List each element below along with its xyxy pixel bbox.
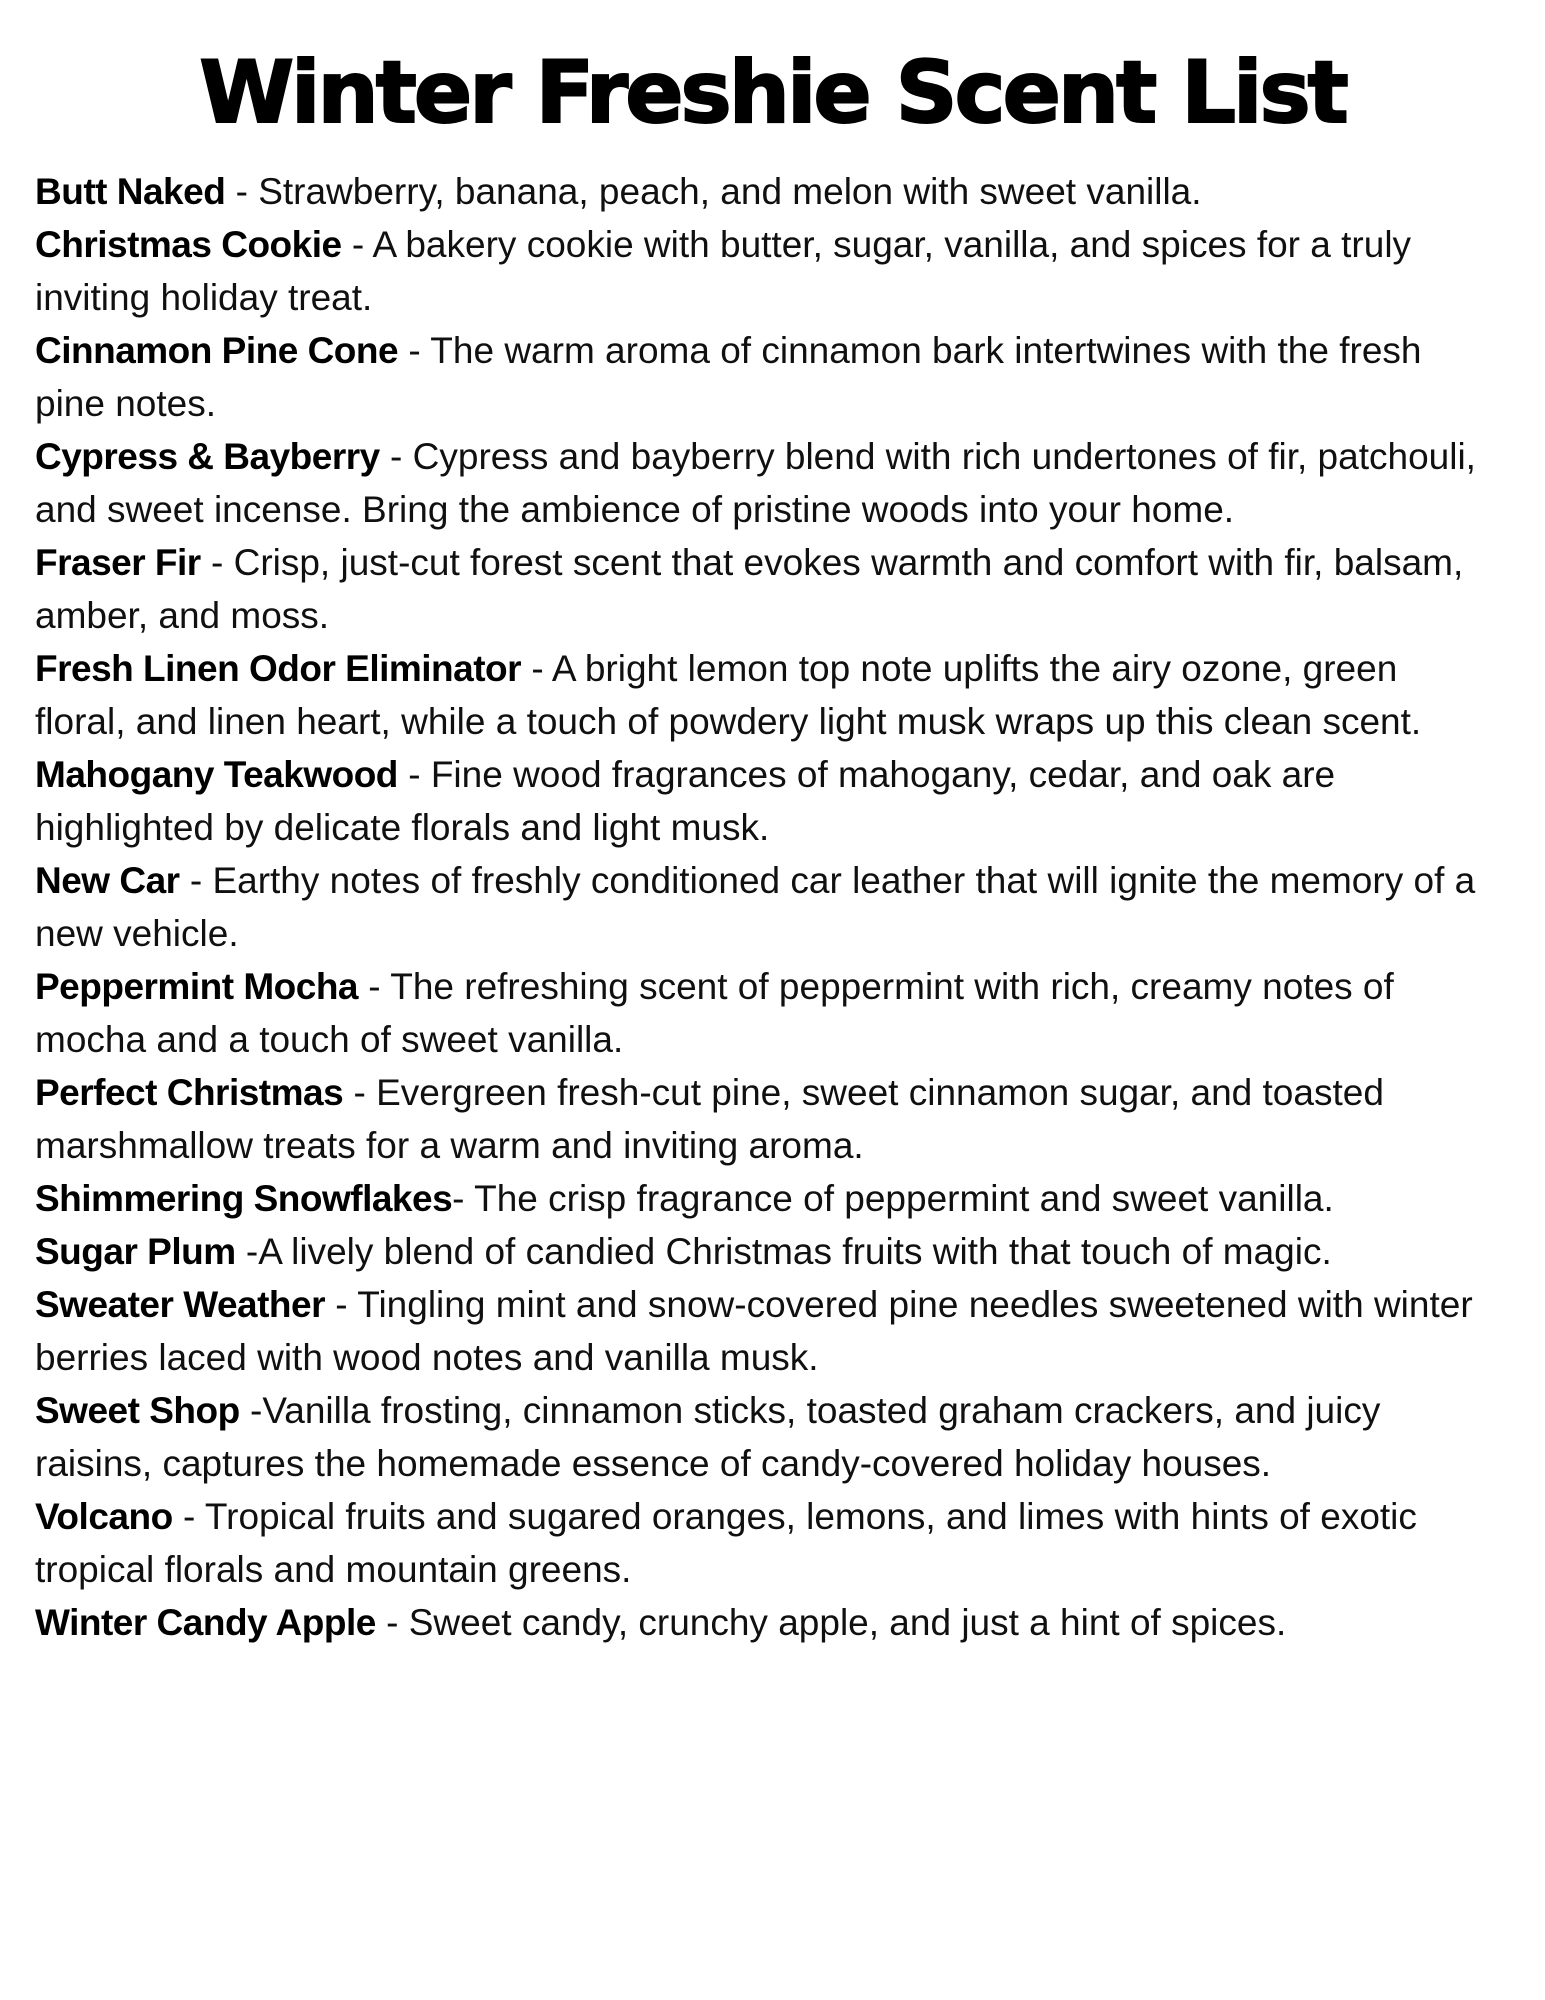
scent-separator: - (358, 966, 391, 1008)
scent-description: Earthy notes of freshly conditioned car leather that will ignite the memory of a new vehicle. (35, 860, 1476, 955)
scent-item (35, 1596, 1490, 1649)
scent-description: Evergreen fresh-cut pine, sweet cinnamon sugar, and toasted marshmallow treats for a warm and inviting aroma. (35, 1072, 1384, 1167)
scent-description: Fine wood fragrances of mahogany, cedar, and oak are highlighted by delicate florals and light musk. (35, 754, 1336, 849)
scent-item (35, 1066, 1490, 1172)
scent-name: Sweet Shop (35, 1390, 240, 1432)
scent-name: Cypress & Bayberry (35, 436, 380, 478)
scent-item (35, 430, 1490, 536)
scent-item (35, 536, 1490, 642)
scent-name: Winter Candy Apple (35, 1602, 376, 1644)
scent-item (35, 642, 1490, 748)
scent-name: Perfect Christmas (35, 1072, 344, 1114)
scent-description: Vanilla frosting, cinnamon sticks, toasted graham crackers, and juicy raisins, captures the homemade essence of candy-covered holiday houses. (35, 1390, 1381, 1485)
scent-item (35, 748, 1490, 854)
scent-separator: - (341, 224, 373, 266)
scent-description: A bright lemon top note uplifts the airy ozone, green floral, and linen heart, while a touch of powdery light musk wraps up this clean scent. (35, 648, 1422, 743)
scent-separator: - (179, 860, 213, 902)
page-title: Winter Freshie Scent List (199, 43, 1346, 143)
scent-separator: - (375, 1602, 409, 1644)
scent-name: Volcano (35, 1496, 173, 1538)
scent-name: Fresh Linen Odor Eliminator (35, 648, 522, 690)
scent-name: Mahogany Teakwood (35, 754, 398, 796)
scent-description: Strawberry, banana, peach, and melon with sweet vanilla. (258, 171, 1202, 213)
scent-item (35, 1225, 1490, 1278)
scent-description: Tropical fruits and sugared oranges, lemons, and limes with hints of exotic tropical florals and mountain greens. (35, 1496, 1417, 1591)
scent-item (35, 1490, 1490, 1596)
scent-item (35, 854, 1490, 960)
scent-name: Sugar Plum (35, 1231, 236, 1273)
scent-separator: - (397, 754, 431, 796)
scent-item (35, 165, 1490, 218)
scent-name: Fraser Fir (35, 542, 201, 584)
scent-description: A lively blend of candied Christmas fruits with that touch of magic. (258, 1231, 1332, 1273)
scent-item (35, 1384, 1490, 1490)
scent-separator: - (239, 1390, 263, 1432)
scent-separator: - (521, 648, 552, 690)
scent-separator: - (379, 436, 413, 478)
scent-name: Sweater Weather (35, 1284, 325, 1326)
scent-name: Cinnamon Pine Cone (35, 330, 399, 372)
scent-description: The warm aroma of cinnamon bark intertwines with the fresh pine notes. (35, 330, 1422, 425)
scent-item (35, 218, 1490, 324)
scent-list (35, 165, 1490, 1649)
scent-name: Peppermint Mocha (35, 966, 358, 1008)
scent-separator: - (200, 542, 234, 584)
scent-separator: - (235, 1231, 259, 1273)
scent-name: Christmas Cookie (35, 224, 342, 266)
scent-item (35, 324, 1490, 430)
scent-description: Crisp, just-cut forest scent that evokes warmth and comfort with fir, balsam, amber, and moss. (35, 542, 1464, 637)
scent-separator: - (325, 1284, 358, 1326)
scent-description: A bakery cookie with butter, sugar, vanilla, and spices for a truly inviting holiday treat. (35, 224, 1412, 319)
scent-name: New Car (35, 860, 180, 902)
scent-separator: - (398, 330, 431, 372)
scent-description: Cypress and bayberry blend with rich undertones of fir, patchouli, and sweet incense. Bring the ambience of pristine woods into your home. (35, 436, 1476, 531)
scent-name: Shimmering Snowflakes (35, 1178, 453, 1220)
scent-description: The crisp fragrance of peppermint and sweet vanilla. (474, 1178, 1334, 1220)
scent-separator: - (225, 171, 259, 213)
scent-description: The refreshing scent of peppermint with rich, creamy notes of mocha and a touch of sweet vanilla. (35, 966, 1394, 1061)
scent-name: Butt Naked (35, 171, 226, 213)
scent-separator: - (452, 1178, 475, 1220)
scent-separator: - (172, 1496, 205, 1538)
scent-separator: - (343, 1072, 377, 1114)
scent-description: Sweet candy, crunchy apple, and just a hint of spices. (408, 1602, 1287, 1644)
scent-item (35, 1172, 1490, 1225)
scent-item (35, 1278, 1490, 1384)
scent-item (35, 960, 1490, 1066)
scent-description: Tingling mint and snow-covered pine needles sweetened with winter berries laced with wood notes and vanilla musk. (35, 1284, 1473, 1379)
